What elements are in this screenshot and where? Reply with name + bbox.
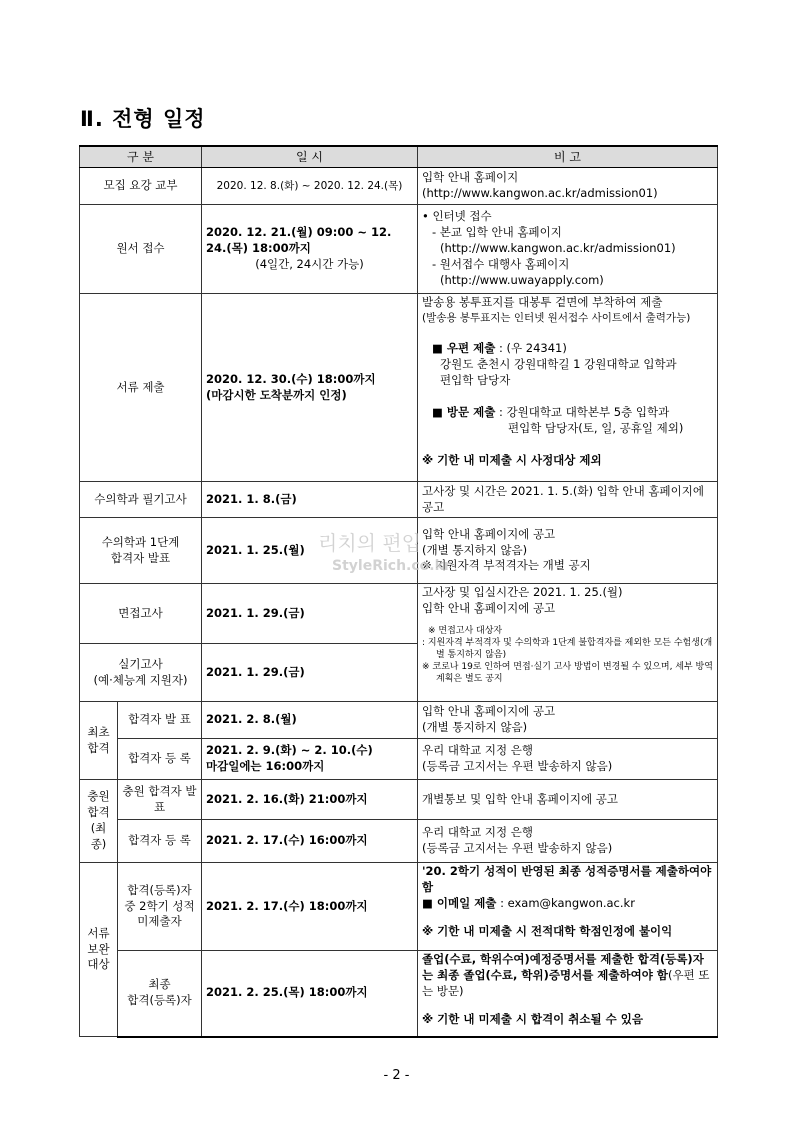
note-line: 편입학 담당자(토, 일, 공휴일 제외)	[508, 420, 684, 435]
mail-label: ■ 우편 제출	[432, 341, 496, 356]
row-date: 2021. 1. 29.(금)	[202, 584, 418, 644]
note-line: (등록금 고지서는 우편 발송하지 않음)	[422, 759, 613, 773]
label-line: (예·체능계 지원자)	[93, 672, 188, 687]
warning-text: ※ 기한 내 미제출 시 사정대상 제외	[422, 452, 602, 467]
note-line: ※ 지원자격 부적격자는 개별 공지	[422, 558, 591, 573]
note-line: (발송용 봉투표지는 인터넷 원서접수 사이트에서 출력가능)	[422, 311, 691, 324]
note-line: 고사장 및 입실시간은 2021. 1. 25.(월)	[422, 585, 623, 599]
group-label: 충원 합격 (최종)	[80, 780, 118, 863]
group-label: 서류 보완 대상	[80, 863, 118, 1037]
note-line: 입학 안내 홈페이지	[422, 170, 519, 185]
note-line: (우편 또는 방문)	[422, 967, 710, 998]
link-text: (http://www.kangwon.ac.kr/admission01)	[440, 241, 676, 256]
table-row	[80, 820, 718, 863]
row-note: 개별통보 및 입학 안내 홈페이지에 공고	[418, 780, 718, 820]
row-date: 2021. 2. 8.(월)	[202, 702, 418, 739]
row-sublabel: 합격자 등 록	[118, 739, 202, 780]
table-row	[80, 780, 718, 820]
table-row	[80, 702, 718, 739]
link-text: (http://www.kangwon.ac.kr/admission01)	[422, 186, 658, 200]
email-text: : exam@kangwon.ac.kr	[500, 895, 635, 910]
schedule-table	[79, 145, 718, 1038]
note-line: (개별 통지하지 않음)	[422, 542, 528, 557]
header-note: 비 고	[418, 146, 718, 168]
note-line: - 원서접수 대행사 홈페이지	[432, 256, 570, 271]
row-date: 2021. 1. 25.(월)	[202, 518, 418, 584]
header-category: 구 분	[80, 146, 202, 168]
table-row	[80, 863, 718, 951]
row-note	[418, 168, 718, 205]
note-line: - 본교 입학 안내 홈페이지	[432, 225, 562, 240]
row-date: 2021. 1. 29.(금)	[202, 644, 418, 702]
note-line: 졸업(수료, 학위수여)예정증명서를 제출한 합격(등록)자는 최종 졸업(수료, 학위)증명서를 제출하여야 함	[422, 952, 704, 982]
watermark-text: 리치의 편입	[318, 531, 421, 555]
label-line: 합격자 발표	[110, 550, 171, 565]
date-line: 2020. 12. 30.(수) 18:00까지	[206, 371, 376, 386]
row-date: 2021. 2. 17.(수) 16:00까지	[202, 820, 418, 863]
row-note	[418, 584, 718, 702]
note-line: '20. 2학기 성적이 반영된 최종 성적증명서를 제출하여야 함	[422, 864, 712, 894]
note-line: 편입학 담당자	[440, 373, 511, 388]
note-small: : 지원자격 부적격자 및 수의학과 1단계 불합격자를 제외한 모든 수험생(개별 통지하지 않음)	[422, 637, 713, 660]
warning-text: ※ 기한 내 미제출 시 전적대학 학점인정에 불이익	[422, 923, 673, 938]
row-label: 면접고사	[80, 584, 202, 644]
row-label	[80, 644, 202, 702]
row-label: 원서 접수	[80, 205, 202, 294]
table-row	[80, 584, 718, 644]
note-line: : 강원대학교 대학본부 5층 입학과	[498, 404, 670, 419]
row-date	[202, 739, 418, 780]
table-row	[80, 205, 718, 294]
table-row	[80, 294, 718, 482]
note-line: 발송용 봉투표지를 대봉투 겉면에 부착하여 제출	[422, 295, 663, 309]
row-label: 수의학과 필기고사	[80, 482, 202, 518]
row-label	[80, 518, 202, 584]
note-small: ※ 면접고사 대상자	[428, 625, 503, 636]
row-sublabel: 합격(등록)자 중 2학기 성적 미제출자	[118, 863, 202, 951]
date-line: (마감시한 도착분까지 인정)	[206, 387, 347, 402]
row-sublabel: 합격자 발 표	[118, 702, 202, 739]
note-line: 입학 안내 홈페이지에 공고	[422, 704, 556, 719]
note-line: 강원도 춘천시 강원대학길 1 강원대학교 입학과	[440, 357, 677, 372]
table-row	[80, 739, 718, 780]
row-date: 2021. 2. 17.(수) 18:00까지	[202, 863, 418, 951]
table-header-row	[80, 146, 718, 168]
note-line: • 인터넷 접수	[422, 209, 492, 224]
row-note	[418, 739, 718, 780]
section-title: Ⅱ. 전형 일정	[80, 107, 206, 131]
note-line: 우리 대학교 지정 은행	[422, 743, 533, 758]
row-note: 고사장 및 시간은 2021. 1. 5.(화) 입학 안내 홈페이지에 공고	[418, 482, 718, 518]
row-label: 서류 제출	[80, 294, 202, 482]
row-date: 2020. 12. 8.(화) ~ 2020. 12. 24.(목)	[202, 168, 418, 205]
table-row	[80, 951, 718, 1037]
row-note	[418, 518, 718, 584]
warning-text: ※ 기한 내 미제출 시 합격이 취소될 수 있음	[422, 1011, 643, 1026]
table-row	[80, 482, 718, 518]
date-line: (4일간, 24시간 가능)	[255, 256, 364, 271]
date-line: 2021. 2. 9.(화) ~ 2. 10.(수)	[206, 743, 373, 758]
label-line: 최종	[148, 977, 171, 992]
row-date: 2021. 1. 8.(금)	[202, 482, 418, 518]
header-date: 일 시	[202, 146, 418, 168]
row-note	[418, 205, 718, 294]
row-note	[418, 294, 718, 482]
note-small: ※ 코로나 19로 인하여 면접·실기 고사 방법이 변경될 수 있으며, 세부 방역 계획은 별도 공지	[422, 662, 713, 685]
label-line: 합격(등록)자	[127, 993, 192, 1008]
row-note	[418, 702, 718, 739]
note-line: 입학 안내 홈페이지에 공고	[422, 526, 556, 541]
row-date	[202, 294, 418, 482]
group-label: 최초 합격	[80, 702, 118, 780]
row-date: 2021. 2. 25.(목) 18:00까지	[202, 951, 418, 1037]
row-sublabel: 합격자 등 록	[118, 820, 202, 863]
note-line: 입학 안내 홈페이지에 공고	[422, 600, 556, 615]
row-sublabel	[118, 951, 202, 1037]
row-label: 모집 요강 교부	[80, 168, 202, 205]
visit-label: ■ 방문 제출	[432, 404, 496, 419]
link-text: (http://www.uwayapply.com)	[440, 272, 604, 287]
email-label: ■ 이메일 제출	[422, 895, 497, 910]
note-line: 우리 대학교 지정 은행	[422, 825, 533, 840]
row-note	[418, 951, 718, 1037]
label-line: 실기고사	[118, 656, 163, 671]
row-date	[202, 205, 418, 294]
date-line: 마감일에는 16:00까지	[206, 759, 325, 773]
row-sublabel: 충원 합격자 발 표	[118, 780, 202, 820]
table-row	[80, 168, 718, 205]
note-line: (등록금 고지서는 우편 발송하지 않음)	[422, 841, 613, 855]
watermark-url: StyleRich.co.kr	[332, 558, 451, 574]
note-line: (개별 통지하지 않음)	[422, 720, 528, 734]
row-date: 2021. 2. 16.(화) 21:00까지	[202, 780, 418, 820]
date-line: 2020. 12. 21.(월) 09:00 ~ 12. 24.(목) 18:00까지	[206, 225, 392, 256]
label-line: 수의학과 1단계	[101, 534, 180, 549]
row-note	[418, 863, 718, 951]
row-note	[418, 820, 718, 863]
page-number: - 2 -	[383, 1068, 410, 1083]
note-line: : (우 24341)	[498, 341, 567, 356]
